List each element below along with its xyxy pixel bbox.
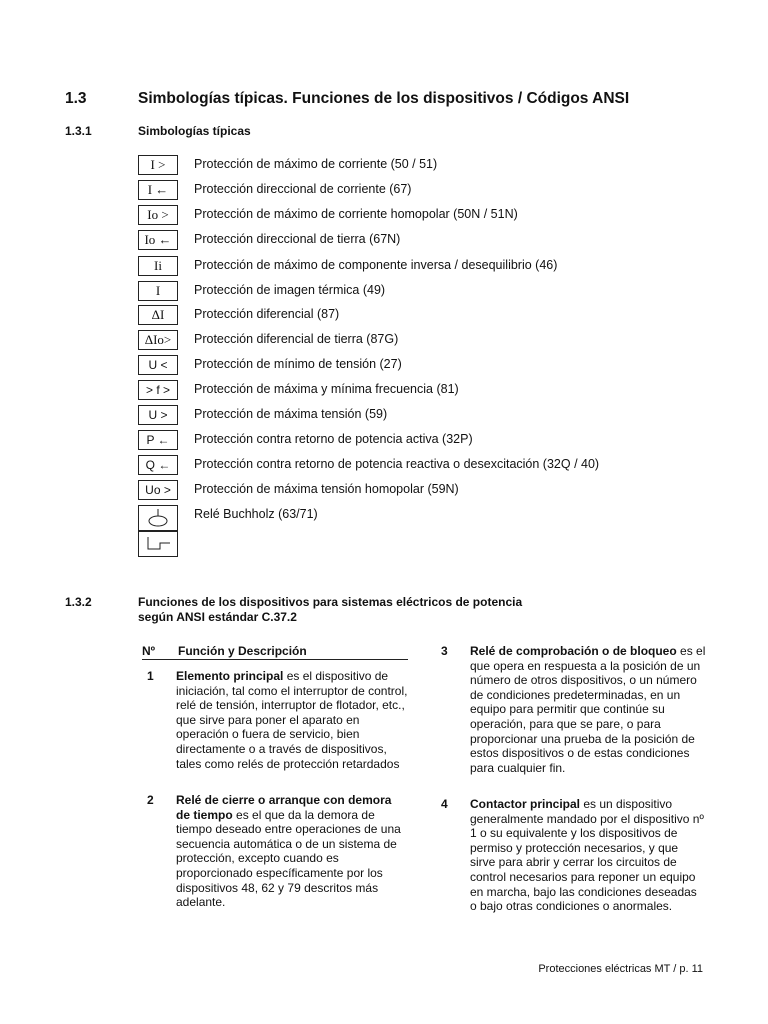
symbol-description: Protección de máximo de corriente homopolar (50N / 51N) (194, 207, 518, 221)
function-title: Elemento principal (176, 669, 284, 683)
symbol-text: Q ← (145, 458, 171, 472)
function-entry (176, 793, 408, 910)
function-text: es el dispositivo de iniciación, tal como el interruptor de control, relé de tensión, interruptor de flotador, etc., que sirve para poner el aparato en operación o fuera de servicio, bien directamente o a través de dispositivos, tales como relés de protección retardados (176, 669, 408, 771)
table-header (142, 644, 408, 660)
function-entry (470, 797, 706, 914)
symbol-description: Protección direccional de tierra (67N) (194, 232, 401, 246)
symbol-box (138, 305, 178, 325)
symbol-text: P ← (146, 433, 170, 447)
symbol-text: > f > (145, 383, 171, 397)
symbol-description: Protección direccional de corriente (67) (194, 182, 412, 196)
function-text: es un dispositivo generalmente mandado por el dispositivo nº 1 o su equivalente y los dispositivos de permiso y protección necesarios, y que sirve para abrir y cerrar los circuitos de control necesarios para reponer un equipo en marcha, bajo las condiciones deseadas o bajo otras condiciones o anormales. (470, 797, 704, 914)
symbol-box (138, 205, 178, 225)
function-title: Relé de cierre o arranque con demora de tiempo (176, 793, 392, 822)
symbol-text: Io > (147, 207, 169, 222)
buchholz-description: Relé Buchholz (63/71) (194, 507, 318, 521)
symbol-box (138, 355, 178, 375)
subsection-title-line: Funciones de los dispositivos para sistemas eléctricos de potencia (138, 595, 523, 609)
symbol-box (138, 430, 178, 450)
symbol-description: Protección de máxima tensión homopolar (59N) (194, 482, 459, 496)
function-number: 4 (441, 797, 448, 811)
symbol-text: Io ← (144, 232, 172, 247)
symbol-text: I (155, 283, 161, 298)
symbol-description: Protección de máxima y mínima frecuencia (81) (194, 382, 459, 396)
symbol-description: Protección de máximo de componente inversa / desequilibrio (46) (194, 258, 558, 272)
symbol-box (138, 155, 178, 175)
symbol-description: Protección de máximo de corriente (50 / 51) (194, 157, 438, 171)
subsection-title-line: según ANSI estándar C.37.2 (138, 609, 297, 624)
symbol-box (138, 455, 178, 475)
symbol-text: Uo > (145, 483, 171, 497)
symbol-description: Protección contra retorno de potencia reactiva o desexcitación (32Q / 40) (194, 457, 600, 471)
section-number: 1.3 (65, 90, 87, 107)
symbol-text: U > (148, 408, 168, 422)
subsection-number: 1.3.1 (65, 124, 92, 138)
symbol-text: ΔI (151, 307, 165, 322)
function-number: 3 (441, 644, 448, 658)
subsection-title (138, 595, 522, 624)
function-number: 1 (147, 669, 154, 683)
function-entry (176, 669, 408, 771)
symbol-box (138, 180, 178, 200)
function-text: es el que opera en respuesta a la posición de un número de otros dispositivos, o un número de condiciones predeterminadas, en un equipo para permitir que continúe su operación, para que se pare, o para proporcionar una prueba de la posición de estos dispositivos o de estas condiciones para cualquier fin. (470, 644, 706, 775)
symbol-box (138, 405, 178, 425)
symbol-text: I ← (147, 182, 169, 197)
header-description: Función y Descripción (178, 644, 307, 658)
function-title: Contactor principal (470, 797, 581, 811)
symbol-box (138, 330, 178, 350)
symbol-box (138, 480, 178, 500)
symbol-description: Protección de mínimo de tensión (27) (194, 357, 402, 371)
function-entry (470, 644, 706, 775)
symbol-box (138, 230, 178, 250)
function-text: es el que da la demora de tiempo deseado entre operaciones de una secuencia automática o de un sistema de protección, excepto cuando es proporcionado específicamente por los dispositivos 48, 62 y 79 descritos más adelante. (176, 807, 401, 910)
symbol-box (138, 256, 178, 276)
symbol-box (138, 281, 178, 301)
symbol-text: U < (148, 358, 168, 372)
section-title: Simbologías típicas. Funciones de los dispositivos / Códigos ANSI (138, 90, 630, 107)
symbol-description: Protección contra retorno de potencia activa (32P) (194, 432, 473, 446)
page-footer: Protecciones eléctricas MT / p. 11 (538, 963, 703, 975)
symbol-description: Protección diferencial de tierra (87G) (194, 332, 399, 346)
subsection-title: Simbologías típicas (138, 124, 251, 138)
symbol-text: I > (150, 157, 166, 172)
symbol-description: Protección de imagen térmica (49) (194, 283, 386, 297)
symbol-text: ΔIo> (144, 332, 172, 347)
buchholz-relay-icon (138, 505, 178, 557)
symbol-description: Protección diferencial (87) (194, 307, 340, 321)
symbol-box (138, 380, 178, 400)
subsection-number: 1.3.2 (65, 595, 92, 609)
symbol-text: Ii (154, 258, 162, 273)
function-title: Relé de comprobación o de bloqueo (470, 644, 677, 658)
symbol-description: Protección de máxima tensión (59) (194, 407, 388, 421)
header-number: Nº (142, 644, 156, 658)
function-number: 2 (147, 793, 154, 807)
